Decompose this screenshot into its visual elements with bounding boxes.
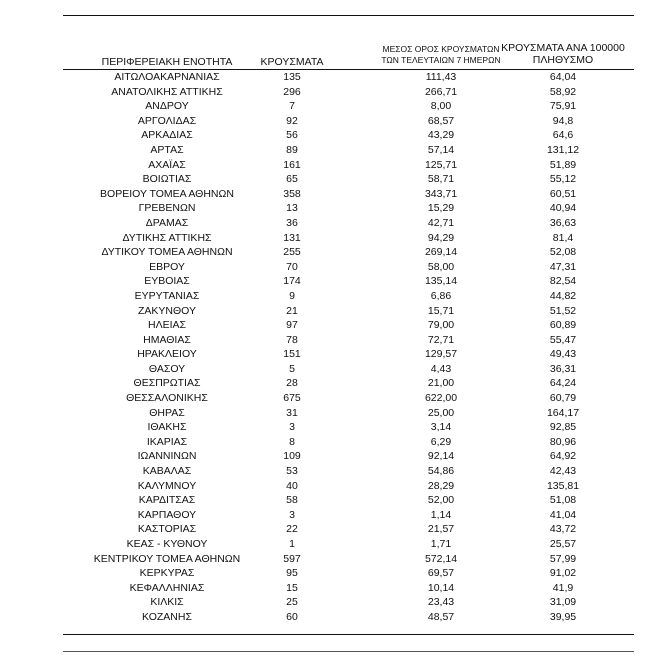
cell-region: ΑΝΑΤΟΛΙΚΗΣ ΑΤΤΙΚΗΣ [111, 85, 223, 98]
cell-avg7: 21,00 [427, 377, 455, 390]
cell-cases: 28 [286, 377, 298, 390]
table-body [0, 70, 650, 625]
table-row [0, 231, 650, 246]
cell-per100k: 40,94 [549, 202, 577, 215]
cell-region: ΘΕΣΣΑΛΟΝΙΚΗΣ [126, 392, 208, 405]
cell-avg7: 266,71 [424, 85, 458, 98]
cell-avg7: 43,29 [427, 129, 455, 142]
cell-per100k: 64,92 [549, 450, 577, 463]
cell-cases: 5 [289, 362, 295, 375]
cell-avg7: 6,86 [430, 289, 452, 302]
cell-per100k: 36,31 [549, 362, 577, 375]
table-row [0, 304, 650, 319]
cell-cases: 31 [286, 406, 298, 419]
table-row [0, 333, 650, 348]
cell-region: ΑΡΤΑΣ [150, 143, 184, 156]
cell-per100k: 81,4 [552, 231, 574, 244]
cell-avg7: 269,14 [424, 246, 458, 259]
cell-avg7: 572,14 [424, 552, 458, 565]
table-row [0, 362, 650, 377]
cell-per100k: 131,12 [546, 143, 580, 156]
table-row [0, 70, 650, 85]
cell-per100k: 82,54 [549, 275, 577, 288]
cell-per100k: 41,9 [552, 581, 574, 594]
cell-cases: 255 [283, 246, 301, 259]
cell-per100k: 92,85 [549, 421, 577, 434]
cell-region: ΒΟΙΩΤΙΑΣ [142, 173, 192, 186]
cell-region: ΚΕΝΤΡΙΚΟΥ ΤΟΜΕΑ ΑΘΗΝΩΝ [93, 552, 241, 565]
cell-per100k: 55,12 [549, 173, 577, 186]
cell-avg7: 111,43 [425, 71, 457, 83]
cell-region: ΗΜΑΘΙΑΣ [143, 333, 191, 346]
cell-avg7: 15,71 [427, 304, 455, 317]
header-avg7-line1: ΜΕΣΟΣ ΟΡΟΣ ΚΡΟΥΣΜΑΤΩΝ [382, 44, 500, 54]
cell-per100k: 64,04 [549, 71, 577, 83]
cell-region: ΔΥΤΙΚΗΣ ΑΤΤΙΚΗΣ [122, 231, 212, 244]
table-top-rule [63, 15, 634, 16]
table-row [0, 201, 650, 216]
cell-avg7: 8,00 [430, 100, 452, 113]
cell-region: ΑΡΚΑΔΙΑΣ [141, 129, 193, 142]
cell-per100k: 51,08 [549, 494, 577, 507]
cell-avg7: 58,00 [427, 260, 455, 273]
cell-cases: 7 [289, 100, 295, 113]
cell-avg7: 25,00 [427, 406, 455, 419]
cell-cases: 21 [286, 304, 298, 317]
table-row [0, 552, 650, 567]
cell-cases: 9 [289, 289, 295, 302]
cell-per100k: 25,57 [549, 538, 577, 550]
cell-avg7: 68,57 [427, 114, 455, 127]
cell-cases: 296 [283, 85, 301, 98]
cell-per100k: 44,82 [549, 289, 577, 302]
table-row [0, 128, 650, 143]
cell-avg7: 6,29 [430, 435, 452, 448]
cell-cases: 36 [286, 216, 298, 229]
table-row [0, 537, 650, 552]
table-row [0, 566, 650, 581]
cell-region: ΚΙΛΚΙΣ [150, 596, 184, 609]
cell-region: ΖΑΚΥΝΘΟΥ [137, 304, 196, 317]
cell-per100k: 31,09 [549, 596, 577, 609]
cell-per100k: 51,52 [549, 304, 577, 317]
cell-avg7: 79,00 [427, 319, 455, 332]
table-row [0, 158, 650, 173]
cell-per100k: 60,79 [549, 392, 577, 405]
cell-cases: 109 [283, 450, 301, 463]
cell-per100k: 75,91 [549, 100, 577, 113]
cell-cases: 95 [286, 567, 298, 580]
cell-region: ΔΡΑΜΑΣ [145, 216, 189, 229]
cell-avg7: 54,86 [427, 465, 455, 478]
cell-region: ΑΝΔΡΟΥ [145, 100, 189, 113]
header-avg7-line2: ΤΩΝ ΤΕΛΕΥΤΑΙΩΝ 7 ΗΜΕΡΩΝ [381, 55, 501, 65]
cell-per100k: 39,95 [549, 610, 577, 623]
cell-region: ΑΧΑΪΑΣ [148, 158, 186, 171]
cell-cases: 65 [286, 173, 298, 186]
cell-per100k: 58,92 [549, 85, 577, 98]
cell-avg7: 48,57 [427, 610, 455, 623]
table-row [0, 595, 650, 610]
cell-region: ΚΑΡΠΑΘΟΥ [137, 508, 197, 521]
cell-cases: 92 [286, 114, 298, 127]
table-row [0, 143, 650, 158]
table-row [0, 581, 650, 596]
cell-cases: 56 [286, 129, 298, 142]
cell-region: ΙΘΑΚΗΣ [147, 421, 187, 434]
cell-region: ΘΑΣΟΥ [148, 362, 186, 375]
cell-avg7: 92,14 [427, 450, 455, 463]
cell-per100k: 41,04 [549, 508, 577, 521]
cell-per100k: 57,99 [549, 552, 577, 565]
header-per100k [498, 42, 628, 66]
cell-per100k: 55,47 [549, 333, 577, 346]
cell-cases: 97 [286, 319, 298, 332]
cell-avg7: 129,57 [424, 348, 458, 361]
cell-cases: 58 [286, 494, 298, 507]
cell-cases: 3 [289, 508, 295, 521]
table-row [0, 85, 650, 100]
table-row [0, 260, 650, 275]
cell-region: ΚΑΛΥΜΝΟΥ [137, 479, 197, 492]
cell-cases: 1 [289, 538, 295, 550]
cell-region: ΓΡΕΒΕΝΩΝ [138, 202, 196, 215]
cell-avg7: 23,43 [427, 596, 455, 609]
table-row [0, 508, 650, 523]
cell-avg7: 622,00 [424, 392, 458, 405]
cell-per100k: 47,31 [549, 260, 577, 273]
table-row [0, 318, 650, 333]
table-bottom-rule [63, 634, 634, 635]
table-row [0, 347, 650, 362]
table-row [0, 435, 650, 450]
cell-cases: 3 [289, 421, 295, 434]
cell-region: ΚΕΡΚΥΡΑΣ [139, 567, 195, 580]
cell-cases: 22 [286, 523, 298, 536]
cell-region: ΚΕΑΣ - ΚΥΘΝΟΥ [126, 538, 208, 550]
cell-avg7: 135,14 [424, 275, 458, 288]
cell-region: ΙΚΑΡΙΑΣ [146, 435, 188, 448]
cell-avg7: 42,71 [427, 216, 455, 229]
cell-cases: 358 [283, 187, 301, 200]
table-row [0, 522, 650, 537]
cell-cases: 15 [286, 581, 298, 594]
cell-avg7: 15,29 [427, 202, 455, 215]
table-row [0, 464, 650, 479]
cell-region: ΕΥΡΥΤΑΝΙΑΣ [134, 289, 200, 302]
cell-per100k: 51,89 [549, 158, 577, 171]
cell-per100k: 52,08 [549, 246, 577, 259]
table-row [0, 216, 650, 231]
cell-cases: 13 [286, 202, 298, 215]
cell-cases: 161 [283, 158, 301, 171]
cell-region: ΚΑΡΔΙΤΣΑΣ [138, 494, 196, 507]
cell-avg7: 1,71 [430, 538, 452, 550]
cell-region: ΕΥΒΟΙΑΣ [144, 275, 190, 288]
cell-region: ΙΩΑΝΝΙΝΩΝ [137, 450, 197, 463]
cell-cases: 60 [286, 610, 298, 623]
cell-cases: 53 [286, 465, 298, 478]
table-row [0, 420, 650, 435]
cell-avg7: 58,71 [427, 173, 455, 186]
cell-avg7: 21,57 [427, 523, 455, 536]
cell-region: ΚΕΦΑΛΛΗΝΙΑΣ [129, 581, 205, 594]
header-cases: ΚΡΟΥΣΜΑΤΑ [260, 56, 324, 68]
cell-region: ΔΥΤΙΚΟΥ ΤΟΜΕΑ ΑΘΗΝΩΝ [101, 246, 233, 259]
header-per100k-line1: ΚΡΟΥΣΜΑΤΑ ΑΝΑ 100000 [501, 42, 625, 54]
cell-per100k: 64,6 [552, 129, 574, 142]
table-row [0, 99, 650, 114]
table-row [0, 479, 650, 494]
cell-per100k: 60,51 [549, 187, 577, 200]
table-row [0, 274, 650, 289]
cell-avg7: 57,14 [427, 143, 455, 156]
cell-avg7: 28,29 [427, 479, 455, 492]
cell-per100k: 91,02 [549, 567, 577, 580]
cell-avg7: 3,14 [430, 421, 452, 434]
table-row [0, 391, 650, 406]
table-row [0, 610, 650, 625]
cell-per100k: 49,43 [549, 348, 577, 361]
cell-region: ΑΙΤΩΛΟΑΚΑΡΝΑΝΙΑΣ [114, 71, 220, 83]
cell-per100k: 42,43 [549, 465, 577, 478]
cell-per100k: 94,8 [552, 114, 574, 127]
table-row [0, 245, 650, 260]
cell-per100k: 60,89 [549, 319, 577, 332]
table-row [0, 114, 650, 129]
cell-per100k: 80,96 [549, 435, 577, 448]
header-per100k-line2: ΠΛΗΘΥΣΜΟ [532, 54, 594, 66]
cell-region: ΗΛΕΙΑΣ [147, 319, 186, 332]
cell-per100k: 135,81 [546, 479, 580, 492]
cell-region: ΑΡΓΟΛΙΔΑΣ [137, 114, 197, 127]
cell-per100k: 36,63 [549, 216, 577, 229]
table-row [0, 493, 650, 508]
cell-region: ΕΒΡΟΥ [149, 260, 185, 273]
cell-cases: 135 [283, 71, 301, 83]
cell-avg7: 343,71 [424, 187, 458, 200]
cell-per100k: 43,72 [549, 523, 577, 536]
table-row [0, 172, 650, 187]
cell-cases: 151 [283, 348, 301, 361]
cell-region: ΚΟΖΑΝΗΣ [142, 610, 192, 623]
table-row [0, 449, 650, 464]
cell-cases: 78 [286, 333, 298, 346]
cell-cases: 174 [283, 275, 301, 288]
cell-avg7: 94,29 [427, 231, 455, 244]
table-row [0, 187, 650, 202]
cell-avg7: 125,71 [424, 158, 458, 171]
cell-region: ΚΑΣΤΟΡΙΑΣ [137, 523, 197, 536]
cell-region: ΘΗΡΑΣ [149, 406, 185, 419]
header-region: ΠΕΡΙΦΕΡΕΙΑΚΗ ΕΝΟΤΗΤΑ [101, 56, 233, 68]
cell-cases: 89 [286, 143, 298, 156]
cell-per100k: 164,17 [546, 406, 580, 419]
cell-region: ΗΡΑΚΛΕΙΟΥ [137, 348, 197, 361]
cell-cases: 597 [283, 552, 301, 565]
cell-cases: 675 [283, 392, 301, 405]
cell-cases: 40 [286, 479, 298, 492]
cell-region: ΚΑΒΑΛΑΣ [142, 465, 192, 478]
cell-region: ΘΕΣΠΡΩΤΙΑΣ [133, 377, 201, 390]
cell-cases: 25 [286, 596, 298, 609]
cell-region: ΒΟΡΕΙΟΥ ΤΟΜΕΑ ΑΘΗΝΩΝ [100, 187, 234, 200]
cell-avg7: 69,57 [427, 567, 455, 580]
cell-cases: 70 [286, 260, 298, 273]
cell-avg7: 52,00 [427, 494, 455, 507]
page-bottom-rule [63, 651, 634, 652]
table-row [0, 406, 650, 421]
cell-per100k: 64,24 [549, 377, 577, 390]
cell-avg7: 4,43 [430, 362, 452, 375]
table-row [0, 289, 650, 304]
table-row [0, 376, 650, 391]
cell-cases: 131 [283, 231, 301, 244]
cell-avg7: 72,71 [427, 333, 455, 346]
cell-avg7: 10,14 [427, 581, 455, 594]
cell-avg7: 1,14 [430, 508, 452, 521]
cell-cases: 8 [289, 435, 295, 448]
